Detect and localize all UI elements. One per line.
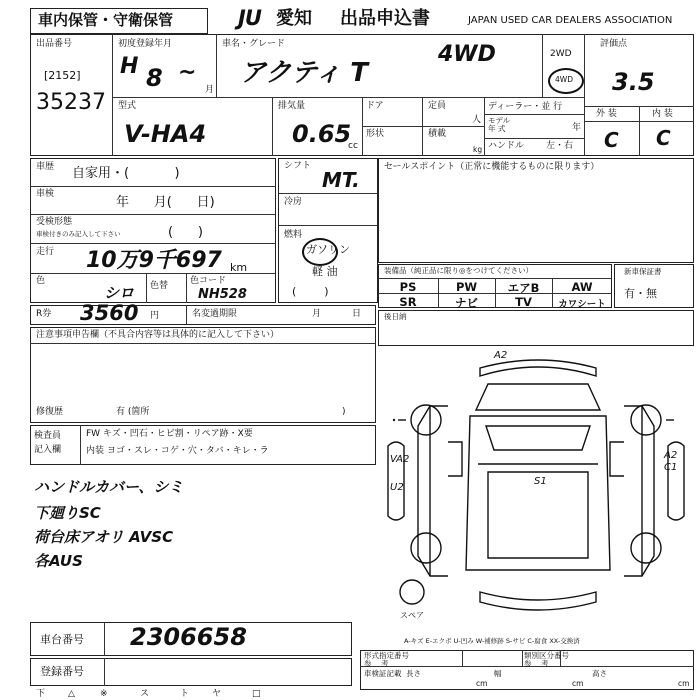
usage-value: 自家用・( ) bbox=[72, 166, 180, 181]
mileage-label: 走行 bbox=[36, 247, 55, 257]
association-name: 愛知 bbox=[276, 8, 312, 29]
reg-label: 初度登録年月 bbox=[118, 39, 173, 49]
diagram-legend: A-キズ E-エクボ U-凹み W-補修跡 S-サビ C-腐食 XX-交換済 bbox=[404, 637, 580, 645]
equip-navi: ナビ bbox=[455, 296, 478, 310]
reg-dash: ~ bbox=[178, 60, 197, 85]
equip-leather: カワシート bbox=[558, 299, 606, 310]
bottom-tab-4: ス bbox=[140, 689, 150, 699]
equipment-label: 装備品（純正品に限り◎をつけてください） bbox=[384, 266, 534, 275]
height-label: 高さ bbox=[592, 669, 607, 678]
color-code-value: NH528 bbox=[198, 287, 247, 302]
category-label: 類別区分番号 参 考 bbox=[524, 651, 569, 668]
repair-label: 修復歴 bbox=[36, 407, 64, 417]
drive-value: 4WD bbox=[438, 42, 496, 67]
handwritten-note-1: ハンドルカバー、シミ bbox=[34, 478, 184, 496]
ju-logo: JU bbox=[238, 6, 261, 30]
name-change-day: 日 bbox=[352, 309, 362, 319]
bottom-tab-7: □ bbox=[252, 689, 261, 699]
attention-label: 注意事項申告欄（不具合内容等は具体的に記入して下さい） bbox=[36, 330, 280, 340]
length-cm: cm bbox=[476, 679, 488, 688]
size-label: 車検証記載 bbox=[364, 669, 402, 678]
recycle-label: R券 bbox=[36, 309, 52, 319]
handwritten-note-2: 下廻りSC bbox=[34, 504, 101, 522]
interior-value: C bbox=[656, 126, 671, 150]
damage-mark-c1: C1 bbox=[664, 462, 678, 473]
damage-mark-s1: S1 bbox=[534, 476, 547, 487]
model-year-label: モデル 年 式 bbox=[488, 116, 511, 134]
bottom-tab-2: △ bbox=[68, 689, 75, 699]
displacement-unit: cc bbox=[348, 141, 358, 151]
damage-mark-va2: VA2 bbox=[390, 454, 410, 465]
capacity-unit: 人 bbox=[472, 115, 482, 125]
name-value: アクティ T bbox=[240, 58, 368, 88]
lot-label: 出品番号 bbox=[36, 39, 73, 49]
shift-label: シフト bbox=[284, 161, 312, 171]
sales-points-block bbox=[378, 158, 694, 263]
width-label: 幅 bbox=[494, 669, 502, 678]
chassis-value: 2306658 bbox=[130, 623, 247, 651]
width-cm: cm bbox=[572, 679, 584, 688]
grade-label: 評価点 bbox=[600, 39, 628, 49]
car-diagram bbox=[378, 346, 694, 646]
import-label: ディーラー・並 行 bbox=[488, 102, 563, 112]
regno-label: 登録番号 bbox=[40, 665, 84, 678]
equip-tv: TV bbox=[515, 295, 532, 309]
rear-label: 後日納 bbox=[384, 312, 407, 321]
equip-ps: PS bbox=[399, 280, 417, 294]
name-change-label: 名変過期限 bbox=[192, 309, 238, 319]
reg-year: 8 bbox=[146, 64, 163, 92]
shift-value: MT. bbox=[322, 168, 360, 192]
inspector-label: 検査員 記入欄 bbox=[34, 431, 62, 455]
shape-label: 形状 bbox=[366, 129, 385, 139]
attention-block bbox=[30, 327, 376, 423]
name-label: 車名・グレード bbox=[222, 39, 286, 49]
bottom-tab-3: ※ bbox=[100, 689, 108, 699]
inspector-row2: 内装 ヨゴ・スレ・コゲ・穴・タバ・キレ・ラ bbox=[86, 446, 269, 456]
cert-label: 受検形態 bbox=[36, 217, 73, 227]
model-year-unit: 年 bbox=[572, 123, 582, 133]
cert-paren: ( ) bbox=[168, 225, 203, 240]
mileage-value: 10万9千697 bbox=[86, 248, 222, 273]
spare-label: スペア bbox=[400, 611, 424, 620]
fuel-gas: ガソリン bbox=[306, 243, 350, 256]
recycle-value: 3560 bbox=[80, 301, 139, 325]
handle-label: ハンドル bbox=[488, 141, 525, 151]
inspection-value: 年 月( 日) bbox=[116, 195, 215, 210]
inspector-row1: FW キズ・凹石・ヒビ割・リペア跡・X要 bbox=[86, 429, 253, 439]
stamp-label: 車内保管・守衛保管 bbox=[38, 11, 174, 29]
reg-month-unit: 月 bbox=[205, 85, 215, 95]
damage-mark-u2: U2 bbox=[390, 482, 404, 493]
english-title: JAPAN USED CAR DEALERS ASSOCIATION bbox=[468, 15, 673, 26]
height-cm: cm bbox=[678, 679, 690, 688]
form-code-label: 形式指定番号 参 考 bbox=[364, 651, 409, 668]
repair-close: ) bbox=[342, 407, 346, 417]
handle-options: 左・右 bbox=[546, 141, 574, 151]
lot-number: 35237 bbox=[36, 90, 106, 115]
warranty-options: 有・無 bbox=[624, 287, 657, 300]
color-value: シロ bbox=[104, 284, 135, 302]
load-label: 積載 bbox=[428, 129, 447, 139]
color-code-label: 色コード bbox=[190, 276, 227, 286]
lot-sub: [2152] bbox=[44, 69, 81, 82]
fuel-label: 燃料 bbox=[284, 230, 303, 240]
displacement-value: 0.65 bbox=[292, 120, 352, 148]
recycle-unit: 円 bbox=[150, 311, 160, 321]
doors-label: ドア bbox=[366, 101, 384, 111]
damage-mark-a2-top: A2 bbox=[494, 350, 508, 361]
form-title: 出品申込書 bbox=[340, 8, 430, 29]
equip-airbag: エアB bbox=[507, 281, 540, 295]
cert-note: 車検付きのみ記入して下さい bbox=[36, 230, 121, 238]
color-change-label: 色替 bbox=[150, 281, 169, 291]
color-label: 色 bbox=[36, 276, 46, 286]
reg-era: H bbox=[120, 54, 139, 79]
length-label: 長さ bbox=[406, 669, 421, 678]
displacement-label: 排気量 bbox=[278, 101, 306, 111]
bottom-tab-1: 下 bbox=[36, 689, 46, 699]
inspection-label: 車検 bbox=[36, 189, 55, 199]
exterior-label: 外 装 bbox=[596, 109, 617, 119]
sales-points-label: セールスポイント（正常に機能するものに限ります） bbox=[384, 162, 600, 172]
rear-block bbox=[378, 310, 694, 346]
warranty-label: 新車保証書 bbox=[624, 267, 662, 276]
fuel-diesel: 軽 油 bbox=[312, 265, 338, 278]
aircon-label: 冷房 bbox=[284, 197, 303, 207]
equip-pw: PW bbox=[455, 280, 478, 294]
bottom-tab-6: ヤ bbox=[212, 689, 222, 699]
equip-aw: AW bbox=[571, 280, 593, 294]
grade-value: 3.5 bbox=[612, 68, 655, 96]
interior-label: 内 装 bbox=[652, 109, 673, 119]
repair-value: 有 (箇所 bbox=[116, 407, 150, 417]
equip-sr: SR bbox=[399, 295, 417, 309]
drive-2wd: 2WD bbox=[550, 49, 572, 59]
name-change-month: 月 bbox=[312, 309, 322, 319]
model-label: 型式 bbox=[118, 101, 137, 111]
handwritten-note-3: 荷台床アオリ AVSC bbox=[34, 528, 174, 546]
bottom-tab-5: ト bbox=[180, 689, 190, 699]
fuel-paren: ( ) bbox=[292, 285, 329, 298]
damage-mark-a2-right: A2 bbox=[664, 450, 678, 461]
capacity-label: 定員 bbox=[428, 101, 447, 111]
exterior-value: C bbox=[604, 128, 619, 152]
chassis-label: 車台番号 bbox=[40, 633, 84, 646]
usage-label: 車歴 bbox=[36, 162, 55, 172]
model-value: V-HA4 bbox=[124, 120, 207, 148]
drive-4wd: 4WD bbox=[555, 75, 573, 84]
mileage-unit: km bbox=[230, 261, 248, 274]
load-unit: kg bbox=[473, 145, 483, 154]
handwritten-note-4: 各AUS bbox=[34, 552, 83, 570]
